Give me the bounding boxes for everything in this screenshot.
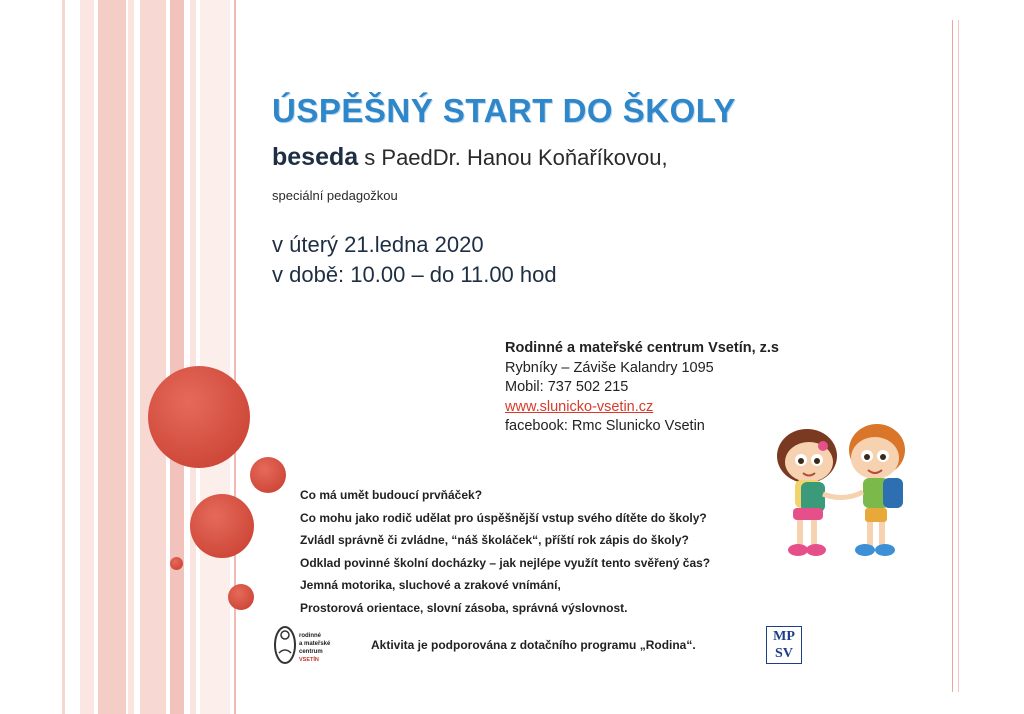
children-with-backpacks-illustration — [765, 418, 925, 568]
funding-note: Aktivita je podporována z dotačního programu „Rodina“. — [371, 638, 696, 652]
decorative-stripe — [200, 0, 230, 714]
right-border-line — [958, 20, 959, 692]
logo-text: MP — [773, 629, 795, 644]
right-border-line — [952, 20, 953, 692]
decorative-stripe — [80, 0, 94, 714]
speaker: s PaedDr. Hanou Koňaříkovou, — [358, 145, 668, 170]
decorative-stripe — [128, 0, 134, 714]
question-item: Co mohu jako rodič udělat pro úspěšnější vstup svého dítěte do školy? — [300, 510, 707, 525]
speaker-role: speciální pedagožkou — [272, 188, 398, 203]
question-item: Zvládl správně či zvládne, “náš školáček“, příští rok zápis do školy? — [300, 533, 689, 548]
decorative-stripe — [140, 0, 166, 714]
decorative-stripe — [170, 0, 184, 714]
organization-name: Rodinné a mateřské centrum Vsetín, z.s — [505, 340, 779, 356]
contact-block — [505, 339, 779, 437]
question-item: Prostorová orientace, slovní zásoba, správná výslovnost. — [300, 600, 628, 615]
decorative-stripe — [190, 0, 196, 714]
logo-text: VSETÍN — [299, 657, 319, 663]
event-subtitle — [272, 143, 668, 172]
rmc-vsetin-logo — [271, 623, 337, 669]
logo-text: rodinné — [299, 633, 321, 639]
decorative-circle — [250, 457, 286, 493]
decorative-stripe — [98, 0, 126, 714]
event-type: beseda — [272, 143, 359, 171]
address: Rybníky – Záviše Kalandry 1095 — [505, 359, 714, 376]
page-title: ÚSPĚŠNÝ START DO ŠKOLY — [272, 92, 736, 129]
questions-list — [300, 484, 710, 620]
question-item: Odklad povinné školní docházky – jak nejlépe využít tento svěřený čas? — [300, 555, 711, 570]
decorative-circle-large — [148, 366, 250, 468]
decorative-circle — [228, 584, 254, 610]
logo-text: a mateřské — [299, 641, 331, 647]
logo-text: SV — [775, 646, 793, 661]
event-time: v době: 10.00 – do 11.00 hod — [272, 262, 557, 287]
question-item: Jemná motorika, sluchové a zrakové vnímání, — [300, 578, 561, 593]
event-date: v úterý 21.ledna 2020 — [272, 232, 484, 257]
mpsv-logo — [766, 626, 802, 664]
decorative-circle-small — [170, 557, 183, 570]
phone: Mobil: 737 502 215 — [505, 379, 629, 395]
decorative-circle — [190, 494, 254, 558]
facebook: facebook: Rmc Slunicko Vsetin — [505, 418, 705, 434]
website-link[interactable]: www.slunicko-vsetin.cz — [505, 398, 654, 415]
decorative-stripe — [62, 0, 65, 714]
logo-text: centrum — [299, 649, 323, 655]
question-item: Co má umět budoucí prvňáček? — [300, 488, 483, 502]
